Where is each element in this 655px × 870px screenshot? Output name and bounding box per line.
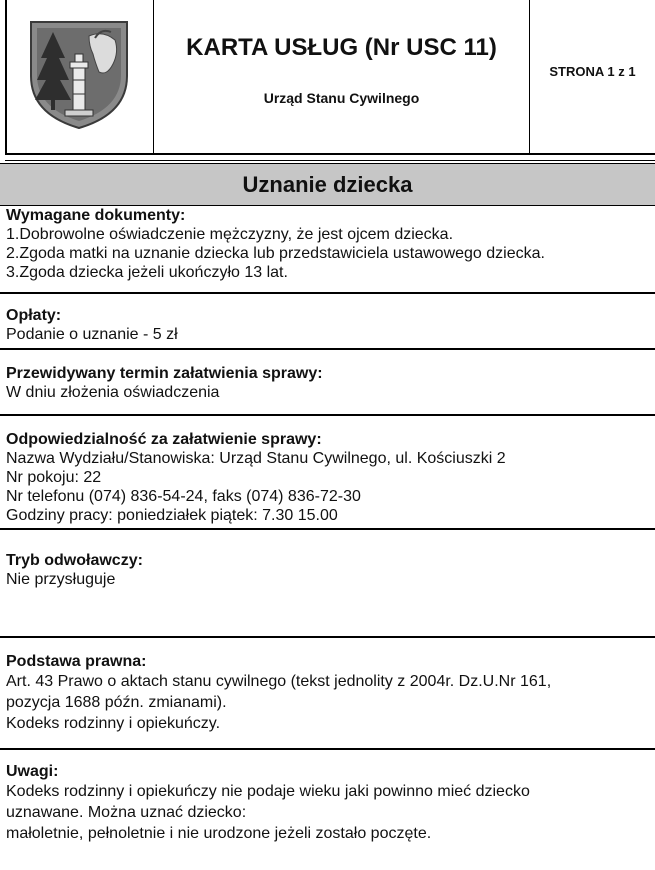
section-line: Art. 43 Prawo o aktach stanu cywilnego (tekst jednolity z 2004r. Dz.U.Nr 161, xyxy=(6,673,552,690)
card-title: KARTA USŁUG (Nr USC 11) xyxy=(186,34,497,61)
title-cell xyxy=(154,0,530,153)
section-line: Nr pokoju: 22 xyxy=(6,469,102,486)
section-line: uznawane. Można uznać dziecko: xyxy=(6,804,247,821)
section-line: pozycja 1688 późn. zmianami). xyxy=(6,694,227,711)
document-title: Uznanie dziecka xyxy=(0,163,655,206)
coat-of-arms-icon xyxy=(29,18,129,130)
section-line: W dniu złożenia oświadczenia xyxy=(6,384,220,401)
section-line: 3.Zgoda dziecka jeżeli ukończyło 13 lat. xyxy=(6,264,288,281)
section-heading: Przewidywany termin załatwienia sprawy: xyxy=(6,365,323,382)
section-heading: Odpowiedzialność za załatwienie sprawy: xyxy=(6,431,322,448)
section-line: Nr telefonu (074) 836-54-24, faks (074) 836-72-30 xyxy=(6,488,361,505)
section-line: Kodeks rodzinny i opiekuńczy nie podaje wieku jaki powinno mieć dziecko xyxy=(6,783,530,800)
section-heading: Wymagane dokumenty: xyxy=(6,207,186,224)
section-line: Nie przysługuje xyxy=(6,571,116,588)
section-heading: Opłaty: xyxy=(6,307,62,324)
section-heading: Tryb odwoławczy: xyxy=(6,552,143,569)
section-line: Podanie o uznanie - 5 zł xyxy=(6,326,178,343)
crest-cell xyxy=(7,0,154,153)
section-notes xyxy=(0,750,655,870)
header-table xyxy=(5,0,655,155)
section-line: małoletnie, pełnoletnie i nie urodzone jeżeli zostało poczęte. xyxy=(6,825,432,842)
section-line: Nazwa Wydziału/Stanowiska: Urząd Stanu Cywilnego, ul. Kościuszki 2 xyxy=(6,450,506,467)
divider xyxy=(5,160,655,161)
page-info-cell xyxy=(530,0,655,153)
section-deadline xyxy=(0,350,655,416)
section-line: 1.Dobrowolne oświadczenie mężczyzny, że jest ojcem dziecka. xyxy=(6,226,454,243)
section-legal-basis xyxy=(0,638,655,750)
section-responsibility xyxy=(0,416,655,530)
section-appeal xyxy=(0,530,655,638)
section-line: Godziny pracy: poniedziałek piątek: 7.30 15.00 xyxy=(6,507,338,524)
section-line: 2.Zgoda matki na uznanie dziecka lub przedstawiciela ustawowego dziecka. xyxy=(6,245,545,262)
page-number: STRONA 1 z 1 xyxy=(549,64,636,79)
section-heading: Podstawa prawna: xyxy=(6,653,147,670)
section-line: Kodeks rodzinny i opiekuńczy. xyxy=(6,715,221,732)
section-required-documents xyxy=(0,206,655,294)
section-heading: Uwagi: xyxy=(6,763,59,780)
section-fees xyxy=(0,294,655,350)
office-name: Urząd Stanu Cywilnego xyxy=(263,90,420,106)
